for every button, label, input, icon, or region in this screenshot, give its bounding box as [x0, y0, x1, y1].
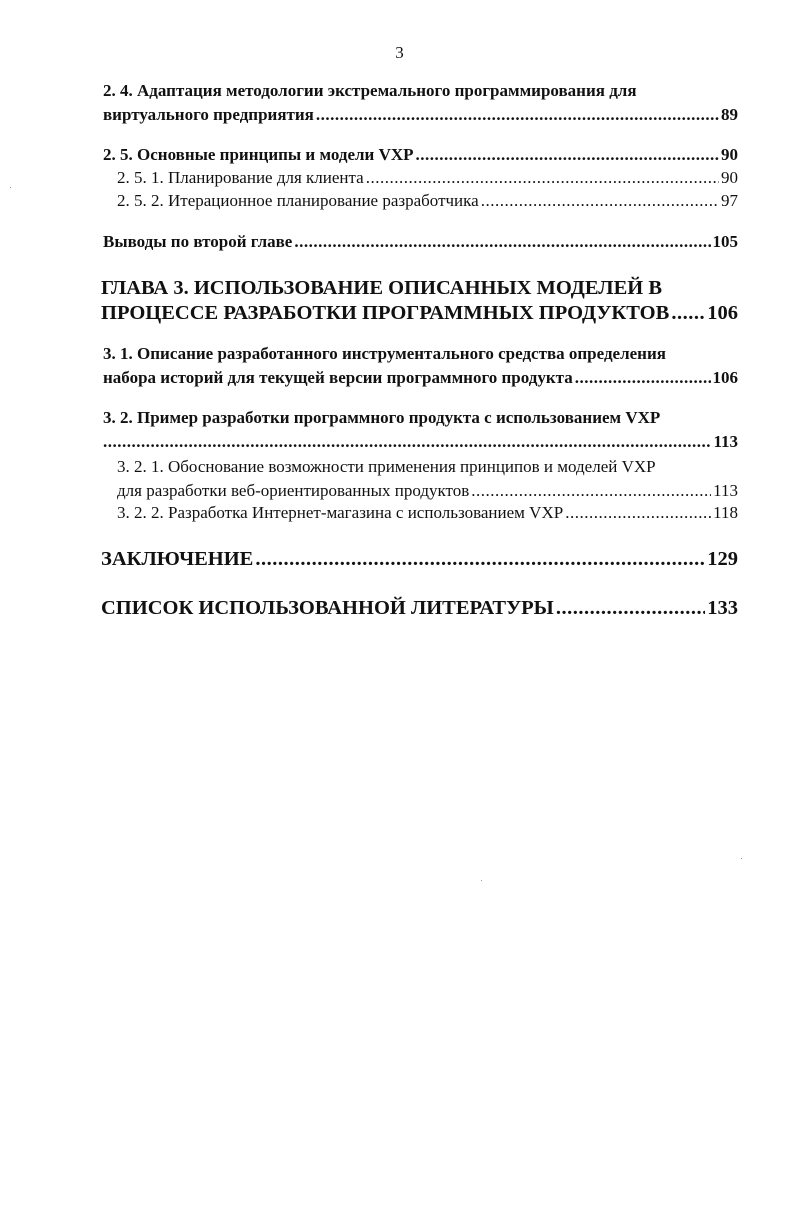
toc-entry-title-line: 2. 4. Адаптация методологии экстремального программирования для — [103, 81, 637, 100]
scan-speck — [741, 858, 742, 859]
scan-speck — [10, 187, 11, 188]
toc-entry-references[interactable] — [101, 596, 738, 621]
toc-page-number: 129 — [707, 548, 738, 570]
toc-entry-leader-line — [103, 103, 738, 127]
dot-leader — [416, 143, 719, 167]
toc-entry-3-2[interactable] — [103, 406, 738, 454]
toc-page-number: 133 — [707, 597, 738, 619]
toc-entry-3-2-2[interactable] — [117, 501, 738, 525]
dot-leader — [471, 479, 711, 503]
toc-page-number: 90 — [721, 145, 738, 164]
toc-entry-title: СПИСОК ИСПОЛЬЗОВАННОЙ ЛИТЕРАТУРЫ — [101, 597, 554, 619]
toc-page-number: 118 — [713, 503, 738, 522]
toc-entry-title: набора историй для текущей версии программного продукта — [103, 368, 573, 387]
toc-entry-conclusion[interactable] — [101, 547, 738, 572]
toc-page-number: 113 — [713, 432, 738, 451]
toc-entry-title-line: 3. 2. Пример разработки программного продукта с использованием VXP — [103, 408, 661, 427]
toc-entry-title: Выводы по второй главе — [103, 232, 293, 251]
toc-page-number: 106 — [712, 368, 738, 387]
toc-entry-title: 2. 5. 1. Планирование для клиента — [117, 168, 364, 187]
toc-page-number: 106 — [707, 302, 738, 324]
dot-leader — [103, 430, 711, 454]
toc-entry-title: 2. 5. Основные принципы и модели VXP — [103, 145, 414, 164]
toc-page-number: 113 — [713, 481, 738, 500]
dot-leader — [671, 301, 705, 326]
scan-speck — [481, 880, 482, 881]
dot-leader — [366, 166, 719, 190]
toc-entry-conclusions-chapter-2[interactable] — [103, 230, 738, 254]
toc-entry-3-1[interactable] — [103, 342, 738, 390]
toc-entry-title: виртуального предприятия — [103, 105, 314, 124]
toc-entry-2-5[interactable] — [103, 143, 738, 167]
dot-leader — [481, 189, 719, 213]
toc-entry-title-line: 3. 2. 1. Обоснование возможности применения принципов и моделей VXP — [117, 457, 656, 476]
toc-entry-title: 3. 2. 2. Разработка Интернет-магазина с использованием VXP — [117, 503, 564, 522]
toc-entry-title: ПРОЦЕССЕ РАЗРАБОТКИ ПРОГРАММНЫХ ПРОДУКТОВ — [101, 302, 670, 324]
dot-leader — [294, 230, 710, 254]
dot-leader — [575, 366, 711, 390]
toc-entry-title-line: ГЛАВА 3. ИСПОЛЬЗОВАНИЕ ОПИСАННЫХ МОДЕЛЕЙ В — [101, 277, 662, 299]
toc-entry-2-4[interactable] — [103, 79, 738, 127]
toc-entry-2-5-1[interactable] — [117, 166, 738, 190]
dot-leader — [565, 501, 711, 525]
toc-entry-title-line: 3. 1. Описание разработанного инструментального средства определения — [103, 344, 666, 363]
toc-page-number: 97 — [721, 191, 738, 210]
toc-page-number: 89 — [721, 105, 738, 124]
toc-entry-title: для разработки веб-ориентированных продуктов — [117, 481, 470, 500]
toc-entry-chapter-3[interactable] — [101, 276, 738, 326]
dot-leader — [316, 103, 719, 127]
toc-page-number: 105 — [712, 232, 738, 251]
dot-leader — [556, 596, 705, 621]
toc-entry-title: 2. 5. 2. Итерационное планирование разработчика — [117, 191, 479, 210]
toc-page-number: 90 — [721, 168, 738, 187]
toc-entry-title: ЗАКЛЮЧЕНИЕ — [101, 548, 254, 570]
toc-entry-3-2-1[interactable] — [117, 455, 738, 503]
dot-leader — [255, 547, 705, 572]
page-number: 3 — [395, 43, 404, 62]
toc-entry-2-5-2[interactable] — [117, 189, 738, 213]
